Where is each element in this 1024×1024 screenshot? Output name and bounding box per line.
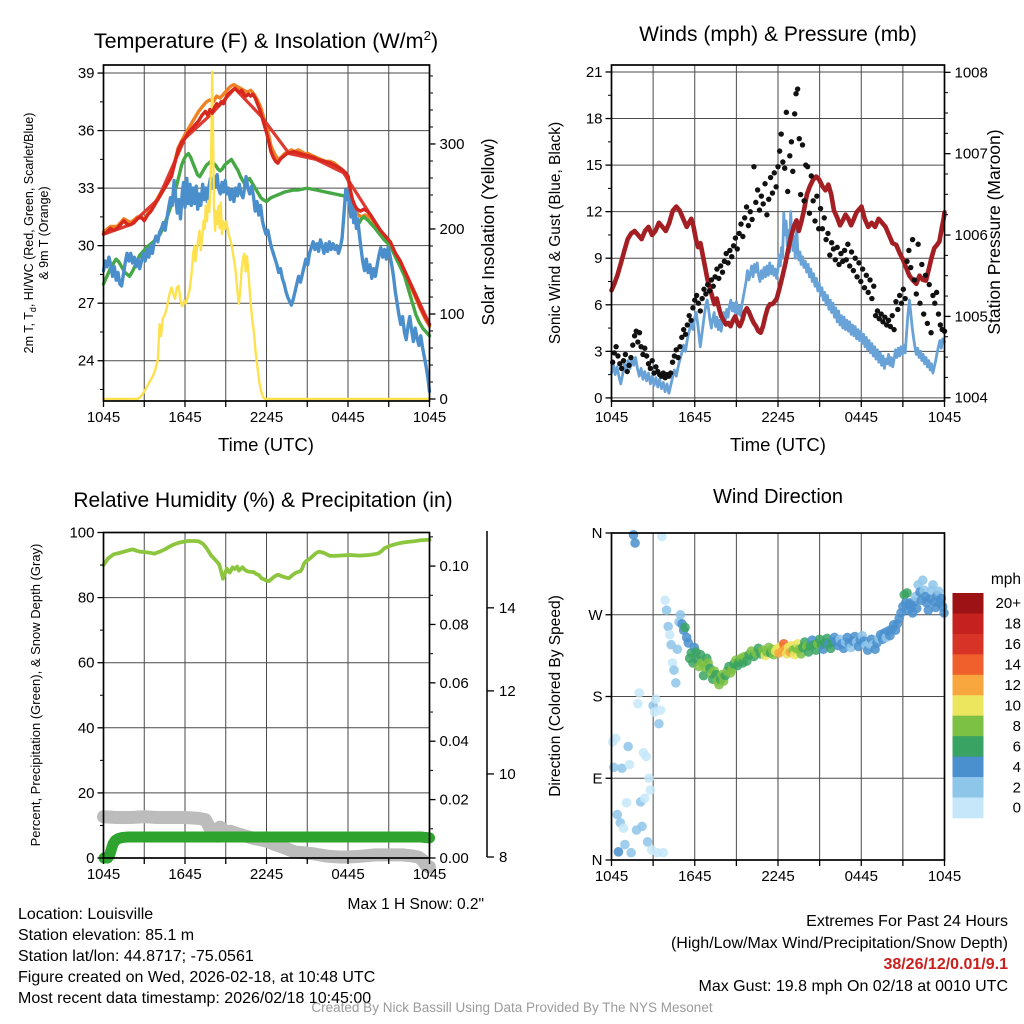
gust-dot (705, 282, 710, 287)
y-tick-label-left: 24 (77, 352, 95, 370)
gust-dot (938, 322, 943, 327)
gust-dot (675, 355, 680, 360)
wind-direction-dot (671, 678, 681, 688)
gust-dot (890, 313, 895, 318)
gust-dot (801, 198, 806, 203)
y-tick-label-left: 0 (594, 389, 603, 407)
wind-direction-dot (614, 847, 624, 857)
colorbar-label: 18 (1004, 615, 1021, 633)
y-tick-label-right: 0.10 (439, 558, 469, 576)
gust-dot (621, 358, 626, 363)
y-tick-label-left: 36 (77, 122, 95, 140)
gust-dot (917, 301, 922, 306)
gust-dot (696, 301, 701, 306)
gust-dot (856, 260, 861, 265)
gust-dot (690, 305, 695, 310)
gust-dot (718, 263, 723, 268)
y-tick-label-right: 0.06 (439, 674, 469, 692)
y-tick-label-right: 1004 (954, 389, 988, 407)
x-tick-label: 1645 (168, 409, 202, 426)
gust-dot (902, 296, 907, 301)
gust-dot (770, 190, 775, 195)
gust-dot (742, 215, 747, 220)
snow-axis-label: 8 (499, 849, 508, 866)
y-tick-label-left: 40 (77, 719, 95, 737)
y-tick-label-right: 0 (439, 391, 448, 409)
y-tick-label-left: 27 (77, 295, 95, 313)
wind-direction-dot (660, 595, 670, 605)
colorbar-segment (953, 798, 984, 819)
wind-direction-dot (680, 623, 690, 633)
wind-direction-dot (644, 773, 654, 783)
y-tick-label-left: 12 (585, 203, 603, 221)
gust-dot (755, 187, 760, 192)
gust-dot (716, 276, 721, 281)
gust-dot (626, 363, 631, 368)
gust-dot (677, 344, 682, 349)
y-axis-label-temperature (22, 113, 51, 354)
gust-dot (628, 355, 633, 360)
gust-dot (787, 153, 792, 158)
wind-direction-dot (623, 742, 633, 752)
gust-dot (886, 318, 891, 323)
y-tick-label-left: 80 (77, 589, 95, 607)
y-tick-label-left: 18 (585, 110, 603, 128)
gust-dot (829, 240, 834, 245)
gust-dot (800, 142, 805, 147)
station-info-block (18, 904, 375, 1009)
gust-dot (833, 257, 838, 262)
x-tick-label: 0445 (331, 866, 365, 883)
gust-dot (809, 173, 814, 178)
gust-dot (934, 290, 939, 295)
gust-dot (653, 364, 658, 369)
y-tick-label-right: 0.04 (439, 733, 469, 751)
gust-dot (762, 181, 767, 186)
gust-dot (869, 296, 874, 301)
gust-dot (853, 256, 858, 261)
gust-dot (687, 313, 692, 318)
y-tick-label-right: 300 (439, 135, 465, 153)
y-tick-label-left: 15 (585, 157, 603, 175)
y-tick-label-left: 100 (69, 524, 95, 542)
gust-dot (768, 175, 773, 180)
wind-direction-dot (630, 538, 640, 548)
gust-dot (851, 268, 856, 273)
wind-direction-dot (640, 793, 650, 803)
gust-dot (845, 242, 850, 247)
chart-title-winds-pressure: Winds (mph) & Pressure (mb) (639, 23, 917, 46)
gust-dot (823, 237, 828, 242)
wind-direction-dot (625, 760, 635, 770)
y-tick-label-right: 1007 (954, 145, 988, 163)
gust-dot (725, 260, 730, 265)
gust-dot (858, 279, 863, 284)
y-tick-label-left: 6 (594, 296, 603, 314)
colorbar-segment (953, 777, 984, 798)
gust-dot (906, 248, 911, 253)
gust-dot (825, 231, 830, 236)
gust-dot (751, 164, 756, 169)
wind-direction-dot (662, 605, 672, 615)
gust-dot (759, 193, 764, 198)
gust-dot (925, 321, 930, 326)
gust-dot (761, 201, 766, 206)
y-axis-label-direction: Direction (Colored By Speed) (547, 595, 564, 797)
gust-dot (793, 91, 798, 96)
gust-dot (777, 148, 782, 153)
title-text: Temperature (F) & Insolation (W/m (93, 29, 424, 54)
x-tick-label: 1045 (412, 866, 447, 883)
gust-dot (928, 330, 933, 335)
y-tick-label-left: 30 (77, 237, 95, 255)
title-superscript: 2 (423, 28, 431, 43)
colorbar-title: mph (990, 571, 1021, 588)
colorbar-segment (953, 675, 984, 696)
gust-dot (613, 344, 618, 349)
data-timestamp: Most recent data timestamp: 2026/02/18 10:45:00 (18, 990, 372, 1007)
gust-dot (744, 204, 749, 209)
gust-dot (727, 248, 732, 253)
wind-direction-dot (619, 823, 629, 833)
gust-dot (648, 366, 653, 371)
x-tick-label: 0445 (844, 409, 878, 426)
gust-dot (619, 366, 624, 371)
y-tick-label-right: 1008 (954, 64, 988, 82)
extremes-subheading: (High/Low/Max Wind/Precipitation/Snow Depth) (670, 934, 1008, 952)
wind-direction-dot (659, 848, 669, 858)
x-tick-label: 1045 (86, 866, 121, 883)
gust-dot (921, 311, 926, 316)
gust-dot (670, 360, 675, 365)
gust-dot (733, 235, 738, 240)
gust-dot (827, 252, 832, 257)
gust-dot (711, 283, 716, 288)
y-tick-label-left: 21 (585, 63, 603, 81)
gust-dot (688, 318, 693, 323)
colorbar-segment (953, 695, 984, 716)
chart-title-wind-direction: Wind Direction (712, 486, 844, 508)
wind-direction-dot (609, 763, 619, 773)
y-tick-label-left: 39 (77, 65, 95, 83)
x-tick-label: 1045 (927, 868, 962, 885)
snow-axis-label: 12 (499, 682, 516, 700)
y-tick-label-right: 0.02 (439, 791, 469, 809)
colorbar-segment (953, 757, 984, 778)
x-tick-label: 2245 (249, 409, 284, 426)
gust-dot (773, 184, 778, 189)
colorbar-segment (953, 613, 984, 634)
gust-dot (822, 215, 827, 220)
station-latlon: Station lat/lon: 44.8717; -75.0561 (18, 948, 254, 965)
gust-dot (642, 346, 647, 351)
y-axis-label-line2: & 9m T (Orange) (37, 186, 51, 280)
wind-direction-dot (676, 610, 686, 620)
gust-dot (701, 287, 706, 292)
y-tick-label-left: 0 (86, 850, 95, 867)
gust-dot (746, 223, 751, 228)
x-axis-label-winds: Time (UTC) (730, 434, 826, 455)
gust-dot (807, 211, 812, 216)
gust-dot (630, 342, 635, 347)
wind-direction-dot (918, 575, 928, 585)
x-tick-label: 1645 (168, 866, 202, 883)
gust-dot (864, 273, 869, 278)
y-axis-label-percent-precip-snow: Percent, Precipitation (Green), & Snow Depth (Gray) (28, 543, 43, 847)
gust-dot (908, 265, 913, 270)
gust-dot (814, 193, 819, 198)
gust-dot (784, 110, 789, 115)
gust-dot (927, 282, 932, 287)
wind-direction-dot (637, 822, 647, 832)
gust-dot (694, 293, 699, 298)
gust-dot (681, 327, 686, 332)
colorbar-label: 16 (1004, 636, 1021, 654)
gust-dot (735, 246, 740, 251)
y-axis-label-wind-gust: Sonic Wind & Gust (Blue, Black) (547, 121, 564, 345)
wind-direction-dot (646, 785, 656, 795)
gust-dot (932, 301, 937, 306)
wind-direction-dot (622, 798, 632, 808)
colorbar-label: 4 (1012, 758, 1021, 776)
colorbar-label: 10 (1004, 697, 1021, 715)
gust-dot (650, 358, 655, 363)
y-tick-label-right: 0.08 (439, 616, 469, 634)
gust-dot (797, 136, 802, 141)
y-tick-label-left: 9 (594, 250, 603, 268)
gust-dot (766, 197, 771, 202)
title-text: ) (431, 29, 439, 54)
wind-direction-dot (629, 530, 639, 540)
gust-dot (919, 262, 924, 267)
y-tick-label-left: S (592, 688, 603, 706)
x-tick-label: 0445 (331, 409, 365, 426)
y-tick-label-left: 60 (77, 654, 95, 672)
colorbar-label: 2 (1012, 779, 1021, 797)
gust-dot (904, 259, 909, 264)
gust-dot (835, 245, 840, 250)
y-tick-label-left: N (591, 525, 603, 542)
x-tick-label: 1045 (594, 409, 629, 426)
wind-direction-dot (633, 699, 643, 709)
y-tick-label-right: 1006 (954, 227, 988, 245)
max-gust-line: Max Gust: 19.8 mph On 02/18 at 0010 UTC (698, 977, 1008, 995)
wind-direction-dot (673, 644, 683, 654)
gust-dot (779, 131, 784, 136)
gust-dot (749, 217, 754, 222)
gust-dot (772, 170, 777, 175)
gust-dot (782, 166, 787, 171)
colorbar-segment (953, 634, 984, 655)
gust-dot (644, 353, 649, 358)
x-tick-label: 1045 (927, 409, 962, 426)
gust-dot (891, 327, 896, 332)
y-tick-label-left: 3 (594, 343, 603, 361)
y-tick-label-left: 20 (77, 784, 95, 802)
gust-dot (893, 299, 898, 304)
colorbar-segment (953, 593, 984, 614)
wind-direction-dot (641, 752, 651, 762)
gust-dot (748, 209, 753, 214)
gust-dot (818, 206, 823, 211)
station-location: Location: Louisville (18, 906, 154, 923)
figure-created: Figure created on Wed, 2026-02-18, at 10:48 UTC (18, 969, 376, 986)
gust-dot (789, 139, 794, 144)
gust-dot (899, 301, 904, 306)
gust-dot (683, 332, 688, 337)
gust-dot (847, 263, 852, 268)
max-snow-note: Max 1 H Snow: 0.2" (347, 896, 484, 913)
gust-dot (936, 311, 941, 316)
gust-dot (842, 248, 847, 253)
gust-dot (915, 242, 920, 247)
extremes-block (671, 911, 1008, 997)
colorbar-label: 0 (1012, 799, 1021, 817)
y-tick-label-right: 200 (439, 220, 465, 238)
gust-dot (867, 277, 872, 282)
x-axis-label-temperature: Time (UTC) (218, 434, 314, 455)
gust-dot (854, 274, 859, 279)
gust-dot (685, 322, 690, 327)
x-tick-label: 1645 (678, 868, 712, 885)
snow-axis-label: 10 (499, 765, 516, 783)
gust-dot (914, 291, 919, 296)
gust-dot (740, 234, 745, 239)
gust-dot (757, 207, 762, 212)
extremes-values: 38/26/12/0.01/9.1 (883, 956, 1008, 973)
x-tick-label: 2245 (249, 866, 284, 883)
gust-dot (895, 307, 900, 312)
wind-direction-dot (902, 588, 912, 598)
colorbar-label: 20+ (995, 595, 1021, 613)
chart-title-humidity-precip: Relative Humidity (%) & Precipitation (in) (73, 489, 453, 512)
gust-dot (698, 308, 703, 313)
x-tick-label: 0445 (844, 868, 878, 885)
gust-dot (862, 285, 867, 290)
gust-dot (798, 192, 803, 197)
x-tick-label: 2245 (761, 868, 795, 885)
wind-direction-dot (643, 837, 653, 847)
wind-direction-dot (612, 810, 622, 820)
colorbar-label: 12 (1004, 677, 1021, 695)
y-tick-label-right: 1005 (954, 308, 988, 326)
y-tick-label-left: E (592, 770, 603, 788)
gust-dot (805, 164, 810, 169)
gust-dot (860, 266, 865, 271)
wind-direction-dot (669, 665, 679, 675)
y-axis-label-pressure: Station Pressure (Maroon) (984, 129, 1004, 335)
gust-dot (865, 290, 870, 295)
x-tick-label: 1045 (594, 868, 629, 885)
gust-dot (912, 277, 917, 282)
gust-dot (785, 189, 790, 194)
gust-dot (623, 352, 628, 357)
station-elevation: Station elevation: 85.1 m (18, 927, 195, 944)
gust-dot (753, 200, 758, 205)
y-tick-label-left: 33 (77, 180, 95, 198)
gust-dot (707, 288, 712, 293)
gust-dot (910, 237, 915, 242)
gust-dot (738, 221, 743, 226)
gust-dot (795, 86, 800, 91)
gust-dot (780, 159, 785, 164)
chart-title-temperature (36, 28, 496, 54)
wind-direction-dot (912, 604, 922, 614)
gust-dot (720, 269, 725, 274)
gust-dot (632, 333, 637, 338)
gust-dot (729, 254, 734, 259)
gust-dot (923, 273, 928, 278)
gust-dot (635, 339, 640, 344)
y-tick-label-right: 0.00 (439, 850, 469, 867)
gust-dot (615, 353, 620, 358)
gust-dot (897, 293, 902, 298)
y-tick-label-right: 100 (439, 305, 465, 323)
gust-dot (790, 169, 795, 174)
gust-dot (901, 287, 906, 292)
credit-line: Created By Nick Bassill Using Data Provided By The NYS Mesonet (311, 1000, 713, 1015)
wind-direction-dot (665, 630, 675, 640)
y-tick-label-left: N (591, 852, 603, 869)
wind-direction-dot (626, 848, 636, 858)
gust-dot (871, 283, 876, 288)
colorbar-segment (953, 716, 984, 737)
gust-dot (637, 330, 642, 335)
extremes-heading: Extremes For Past 24 Hours (806, 913, 1008, 930)
wind-direction-dot (634, 688, 644, 698)
colorbar-segment (953, 654, 984, 675)
y-tick-label-left: W (588, 606, 603, 624)
wind-direction-dot (651, 694, 661, 704)
gust-dot (792, 111, 797, 116)
gust-dot (699, 296, 704, 301)
x-tick-label: 1045 (412, 409, 447, 426)
wind-direction-dot (656, 705, 666, 715)
wind-direction-dot (620, 840, 630, 850)
y-axis-label-insolation: Solar Insolation (Yellow) (478, 138, 498, 326)
x-tick-label: 2245 (761, 409, 795, 426)
colorbar-label: 6 (1012, 738, 1021, 756)
wind-direction-dot (663, 622, 673, 632)
y-axis-label-line1: 2m T, $T_d$, HI/WC (Red, Green, Scarlet/Blue) (22, 112, 38, 354)
gust-dot (668, 370, 673, 375)
snow-axis-label: 14 (499, 599, 516, 617)
gust-dot (775, 164, 780, 169)
gust-dot (820, 226, 825, 231)
gust-dot (849, 249, 854, 254)
gust-dot (810, 198, 815, 203)
gust-dot (764, 212, 769, 217)
wind-direction-dot (654, 719, 664, 729)
gust-dot (812, 218, 817, 223)
x-tick-label: 1045 (86, 409, 121, 426)
x-tick-label: 1645 (678, 409, 712, 426)
colorbar-segment (953, 736, 984, 757)
colorbar-label: 8 (1012, 717, 1021, 735)
gust-dot (625, 369, 630, 374)
colorbar-label: 14 (1004, 656, 1021, 674)
gust-dot (844, 257, 849, 262)
